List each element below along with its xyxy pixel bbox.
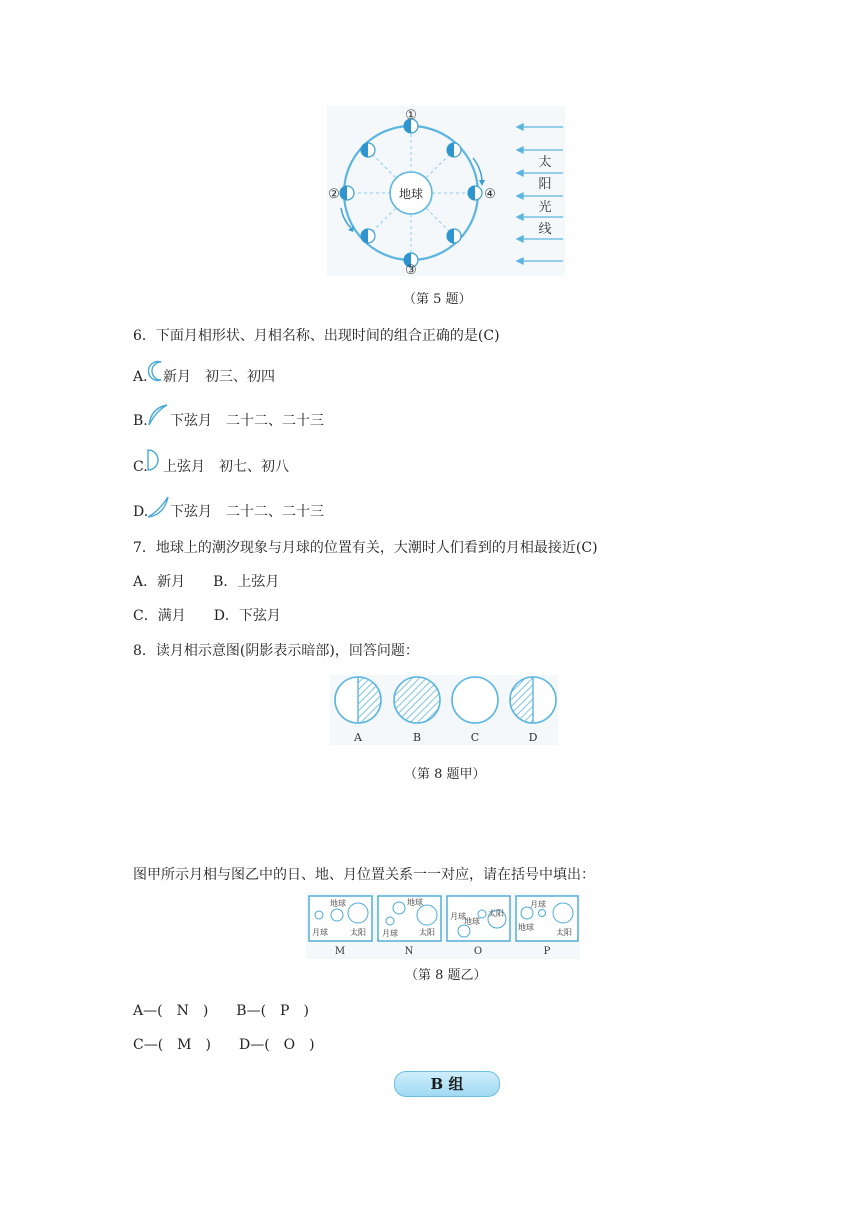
panel-n-moon-label: 月球 <box>382 929 398 938</box>
panel-m-sun-label: 太阳 <box>350 928 366 937</box>
q6-option-a-letter: A. <box>133 369 148 385</box>
question-8-instruction: 图甲所示月相与图乙中的日、地、月位置关系一一对应，请在括号中填出： <box>133 867 595 883</box>
question-7-options-line-2: C．满月 D．下弦月 <box>133 608 281 624</box>
sunlight-char-3: 光 <box>538 200 552 215</box>
sunlight-char-2: 阳 <box>538 177 552 192</box>
figure-8a-moon-phases <box>330 675 558 745</box>
panel-n <box>378 896 441 941</box>
question-6-stem: 6．下面月相形状、月相名称、出现时间的组合正确的是(C) <box>133 328 500 344</box>
phase-c-circle <box>452 677 498 723</box>
orbit-moon-2 <box>361 143 375 157</box>
position-4-label: ④ <box>484 187 496 202</box>
panel-p-sun-label: 太阳 <box>556 928 572 937</box>
question-7-options-line-1: A．新月 B．上弦月 <box>133 574 280 590</box>
earth-label: 地球 <box>398 187 424 201</box>
position-1-label: ① <box>405 108 417 123</box>
panel-o-sun-label: 太阳 <box>488 909 504 918</box>
panel-m-moon-label: 月球 <box>312 928 328 937</box>
phase-b-circle <box>394 677 440 723</box>
phase-d-circle <box>510 677 556 723</box>
answers-line-1: A—( N ) B—( P ) <box>133 1003 309 1019</box>
q6-option-b-letter: B. <box>133 413 148 429</box>
panel-o <box>447 896 510 941</box>
q6-option-c-text: 上弦月 初七、初八 <box>163 459 289 475</box>
figure-8b-positions <box>306 893 580 959</box>
figure-8a-caption: （第 8 题甲） <box>404 767 486 782</box>
panel-o-moon-label: 月球 <box>450 912 466 921</box>
answers-line-2: C—( M ) D—( O ) <box>133 1037 315 1053</box>
q6-option-d-letter: D. <box>133 504 149 520</box>
q6-option-a-text: 新月 初三、初四 <box>163 369 275 385</box>
sunlight-char-1: 太 <box>538 155 552 170</box>
q6-option-d-text: 下弦月 二十二、二十三 <box>170 504 324 520</box>
panel-m <box>309 896 372 941</box>
crescent-waning-moon-icon <box>146 494 170 520</box>
question-8-stem: 8．读月相示意图(阴影表示暗部)，回答问题： <box>133 643 419 659</box>
panel-n-label: N <box>404 946 414 957</box>
half-moon-icon <box>146 448 164 472</box>
orbit-moon-6 <box>361 229 375 243</box>
question-7-stem: 7．地球上的潮汐现象与月球的位置有关，大潮时人们看到的月相最接近(C) <box>133 540 598 556</box>
figure-8b-caption: （第 8 题乙） <box>405 968 487 983</box>
q6-option-c-letter: C. <box>133 459 148 475</box>
figure-5-caption: （第 5 题） <box>403 292 472 307</box>
orbit-moon-3 <box>447 143 461 157</box>
group-b-heading: B 组 <box>394 1071 500 1097</box>
panel-p-earth-label: 地球 <box>518 923 534 932</box>
crescent-thin-moon-icon <box>146 402 170 428</box>
phase-b-label: B <box>412 731 422 744</box>
panel-p-label: P <box>543 946 551 957</box>
q6-option-b-text: 下弦月 二十二、二十三 <box>170 413 324 429</box>
phase-c-label: C <box>470 731 480 744</box>
phase-a-label: A <box>354 731 362 744</box>
sunlight-char-4: 线 <box>538 222 552 237</box>
panel-n-sun-label: 太阳 <box>419 928 435 937</box>
panel-p-moon-label: 月球 <box>530 900 546 909</box>
panel-n-earth-label: 地球 <box>407 898 423 907</box>
position-2-label: ② <box>328 187 340 202</box>
panel-o-earth-label: 地球 <box>464 917 480 926</box>
phase-a-circle <box>335 677 381 723</box>
panel-m-earth-label: 地球 <box>330 899 346 908</box>
orbit-moon-4 <box>340 186 354 200</box>
panel-m-label: M <box>334 946 346 957</box>
position-3-label: ③ <box>405 263 417 276</box>
panel-p <box>516 896 578 941</box>
orbit-moon-5 <box>468 186 482 200</box>
phase-d-label: D <box>528 731 538 744</box>
figure-5-moon-orbit <box>327 106 565 276</box>
panel-o-label: O <box>473 946 483 957</box>
orbit-moon-7 <box>447 229 461 243</box>
